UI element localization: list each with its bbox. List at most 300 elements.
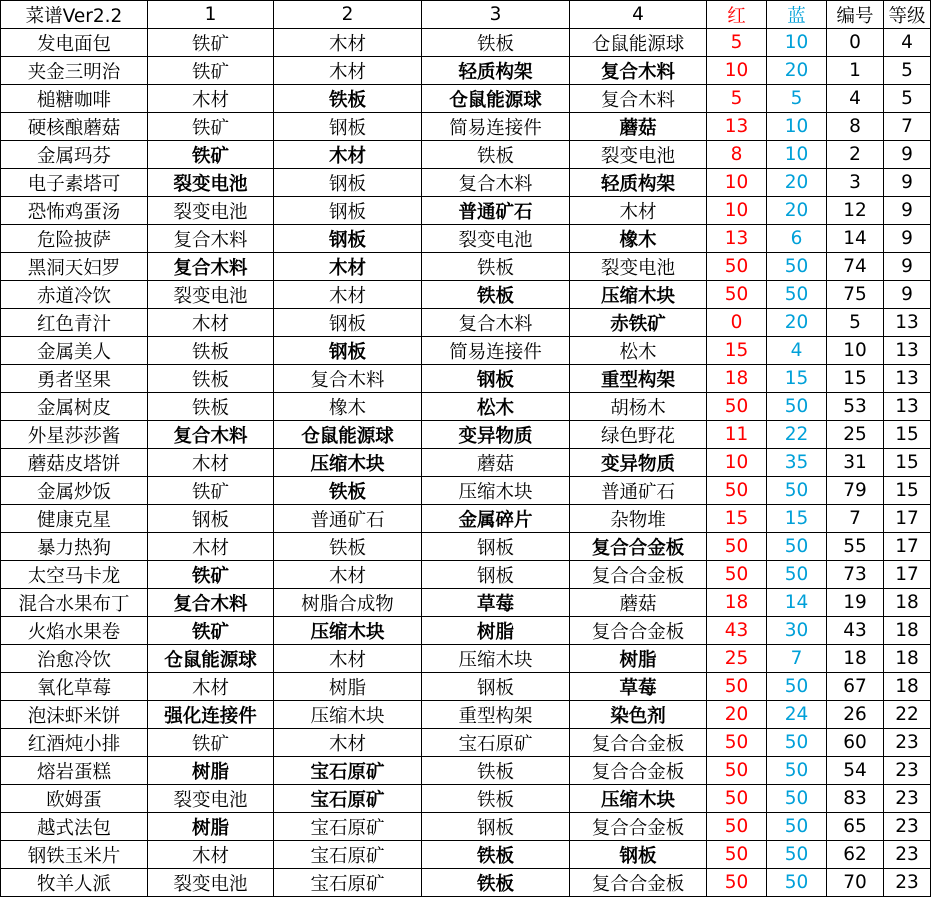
header-id: 编号	[827, 1, 884, 29]
level-cell: 17	[884, 533, 931, 561]
blue-value-cell: 50	[767, 869, 827, 897]
level-cell: 22	[884, 701, 931, 729]
ingredient-1-cell: 铁板	[148, 365, 274, 393]
blue-value-cell: 50	[767, 281, 827, 309]
ingredient-4-cell: 裂变电池	[570, 141, 707, 169]
table-row	[1, 253, 931, 281]
table-row	[1, 85, 931, 113]
blue-value-cell: 10	[767, 113, 827, 141]
table-row	[1, 477, 931, 505]
recipe-name-cell: 勇者坚果	[1, 365, 148, 393]
level-cell: 18	[884, 673, 931, 701]
level-cell: 17	[884, 505, 931, 533]
table-row	[1, 729, 931, 757]
table-row	[1, 533, 931, 561]
id-cell: 25	[827, 421, 884, 449]
ingredient-1-cell: 复合木料	[148, 421, 274, 449]
level-cell: 9	[884, 169, 931, 197]
ingredient-2-cell: 仓鼠能源球	[274, 421, 422, 449]
blue-value-cell: 50	[767, 561, 827, 589]
ingredient-1-cell: 铁矿	[148, 141, 274, 169]
id-cell: 19	[827, 589, 884, 617]
red-value-cell: 43	[707, 617, 767, 645]
ingredient-3-cell: 蘑菇	[422, 449, 570, 477]
level-cell: 9	[884, 253, 931, 281]
recipe-name-cell: 欧姆蛋	[1, 785, 148, 813]
ingredient-2-cell: 压缩木块	[274, 701, 422, 729]
recipe-name-cell: 金属树皮	[1, 393, 148, 421]
ingredient-3-cell: 仓鼠能源球	[422, 85, 570, 113]
table-row	[1, 617, 931, 645]
blue-value-cell: 14	[767, 589, 827, 617]
ingredient-3-cell: 复合木料	[422, 169, 570, 197]
ingredient-1-cell: 木材	[148, 533, 274, 561]
ingredient-1-cell: 裂变电池	[148, 281, 274, 309]
red-value-cell: 8	[707, 141, 767, 169]
id-cell: 10	[827, 337, 884, 365]
red-value-cell: 50	[707, 757, 767, 785]
ingredient-2-cell: 木材	[274, 57, 422, 85]
id-cell: 62	[827, 841, 884, 869]
level-cell: 9	[884, 281, 931, 309]
ingredient-3-cell: 金属碎片	[422, 505, 570, 533]
recipe-name-cell: 蘑菇皮塔饼	[1, 449, 148, 477]
blue-value-cell: 10	[767, 29, 827, 57]
ingredient-2-cell: 树脂	[274, 673, 422, 701]
level-cell: 5	[884, 85, 931, 113]
ingredient-2-cell: 铁板	[274, 477, 422, 505]
recipe-name-cell: 氧化草莓	[1, 673, 148, 701]
ingredient-4-cell: 复合合金板	[570, 757, 707, 785]
id-cell: 74	[827, 253, 884, 281]
ingredient-4-cell: 松木	[570, 337, 707, 365]
red-value-cell: 50	[707, 533, 767, 561]
ingredient-1-cell: 木材	[148, 841, 274, 869]
recipe-name-cell: 外星莎莎酱	[1, 421, 148, 449]
ingredient-3-cell: 铁板	[422, 281, 570, 309]
ingredient-3-cell: 压缩木块	[422, 645, 570, 673]
ingredient-3-cell: 铁板	[422, 785, 570, 813]
ingredient-4-cell: 草莓	[570, 673, 707, 701]
blue-value-cell: 20	[767, 57, 827, 85]
red-value-cell: 5	[707, 85, 767, 113]
ingredient-3-cell: 复合木料	[422, 309, 570, 337]
table-row	[1, 113, 931, 141]
level-cell: 4	[884, 29, 931, 57]
red-value-cell: 10	[707, 449, 767, 477]
ingredient-1-cell: 钢板	[148, 505, 274, 533]
ingredient-2-cell: 钢板	[274, 337, 422, 365]
ingredient-1-cell: 仓鼠能源球	[148, 645, 274, 673]
ingredient-4-cell: 仓鼠能源球	[570, 29, 707, 57]
table-row	[1, 337, 931, 365]
ingredient-1-cell: 木材	[148, 673, 274, 701]
ingredient-1-cell: 铁板	[148, 337, 274, 365]
table-row	[1, 757, 931, 785]
level-cell: 9	[884, 225, 931, 253]
id-cell: 15	[827, 365, 884, 393]
blue-value-cell: 15	[767, 505, 827, 533]
ingredient-4-cell: 赤铁矿	[570, 309, 707, 337]
table-row	[1, 449, 931, 477]
ingredient-4-cell: 复合合金板	[570, 617, 707, 645]
ingredient-4-cell: 胡杨木	[570, 393, 707, 421]
table-row	[1, 225, 931, 253]
recipe-name-cell: 熔岩蛋糕	[1, 757, 148, 785]
recipe-name-cell: 暴力热狗	[1, 533, 148, 561]
ingredient-2-cell: 木材	[274, 645, 422, 673]
id-cell: 2	[827, 141, 884, 169]
ingredient-4-cell: 染色剂	[570, 701, 707, 729]
ingredient-3-cell: 钢板	[422, 533, 570, 561]
ingredient-2-cell: 木材	[274, 253, 422, 281]
header-blue: 蓝	[767, 1, 827, 29]
level-cell: 9	[884, 197, 931, 225]
blue-value-cell: 50	[767, 785, 827, 813]
table-row	[1, 505, 931, 533]
recipe-name-cell: 混合水果布丁	[1, 589, 148, 617]
ingredient-1-cell: 木材	[148, 449, 274, 477]
recipe-name-cell: 金属炒饭	[1, 477, 148, 505]
ingredient-3-cell: 铁板	[422, 29, 570, 57]
blue-value-cell: 20	[767, 169, 827, 197]
ingredient-3-cell: 草莓	[422, 589, 570, 617]
ingredient-2-cell: 钢板	[274, 197, 422, 225]
ingredient-4-cell: 复合合金板	[570, 729, 707, 757]
red-value-cell: 50	[707, 869, 767, 897]
id-cell: 31	[827, 449, 884, 477]
table-row	[1, 561, 931, 589]
level-cell: 18	[884, 645, 931, 673]
ingredient-4-cell: 压缩木块	[570, 785, 707, 813]
ingredient-4-cell: 压缩木块	[570, 281, 707, 309]
ingredient-2-cell: 普通矿石	[274, 505, 422, 533]
red-value-cell: 25	[707, 645, 767, 673]
ingredient-4-cell: 裂变电池	[570, 253, 707, 281]
ingredient-3-cell: 松木	[422, 393, 570, 421]
red-value-cell: 13	[707, 225, 767, 253]
blue-value-cell: 15	[767, 365, 827, 393]
ingredient-4-cell: 杂物堆	[570, 505, 707, 533]
level-cell: 18	[884, 617, 931, 645]
ingredient-2-cell: 宝石原矿	[274, 757, 422, 785]
level-cell: 13	[884, 365, 931, 393]
id-cell: 26	[827, 701, 884, 729]
red-value-cell: 50	[707, 561, 767, 589]
red-value-cell: 50	[707, 477, 767, 505]
table-row	[1, 841, 931, 869]
blue-value-cell: 24	[767, 701, 827, 729]
ingredient-3-cell: 钢板	[422, 365, 570, 393]
blue-value-cell: 50	[767, 393, 827, 421]
id-cell: 43	[827, 617, 884, 645]
table-row	[1, 785, 931, 813]
blue-value-cell: 50	[767, 477, 827, 505]
id-cell: 3	[827, 169, 884, 197]
header-level: 等级	[884, 1, 931, 29]
ingredient-1-cell: 铁矿	[148, 729, 274, 757]
red-value-cell: 10	[707, 197, 767, 225]
ingredient-4-cell: 复合合金板	[570, 533, 707, 561]
red-value-cell: 10	[707, 169, 767, 197]
level-cell: 23	[884, 785, 931, 813]
recipe-name-cell: 太空马卡龙	[1, 561, 148, 589]
id-cell: 67	[827, 673, 884, 701]
red-value-cell: 50	[707, 729, 767, 757]
table-row	[1, 869, 931, 897]
id-cell: 73	[827, 561, 884, 589]
id-cell: 18	[827, 645, 884, 673]
blue-value-cell: 10	[767, 141, 827, 169]
ingredient-3-cell: 宝石原矿	[422, 729, 570, 757]
recipe-name-cell: 赤道冷饮	[1, 281, 148, 309]
red-value-cell: 18	[707, 365, 767, 393]
blue-value-cell: 50	[767, 841, 827, 869]
table-row	[1, 421, 931, 449]
ingredient-4-cell: 重型构架	[570, 365, 707, 393]
id-cell: 83	[827, 785, 884, 813]
recipe-name-cell: 危险披萨	[1, 225, 148, 253]
ingredient-1-cell: 铁板	[148, 393, 274, 421]
red-value-cell: 50	[707, 841, 767, 869]
level-cell: 23	[884, 869, 931, 897]
level-cell: 23	[884, 841, 931, 869]
ingredient-4-cell: 普通矿石	[570, 477, 707, 505]
red-value-cell: 0	[707, 309, 767, 337]
header-red: 红	[707, 1, 767, 29]
recipe-name-cell: 健康克星	[1, 505, 148, 533]
ingredient-1-cell: 铁矿	[148, 113, 274, 141]
recipe-name-cell: 金属玛芬	[1, 141, 148, 169]
blue-value-cell: 50	[767, 673, 827, 701]
ingredient-3-cell: 铁板	[422, 253, 570, 281]
blue-value-cell: 50	[767, 253, 827, 281]
ingredient-3-cell: 变异物质	[422, 421, 570, 449]
ingredient-2-cell: 木材	[274, 29, 422, 57]
header-recipe: 菜谱Ver2.2	[1, 1, 148, 29]
ingredient-2-cell: 橡木	[274, 393, 422, 421]
ingredient-1-cell: 裂变电池	[148, 785, 274, 813]
level-cell: 15	[884, 449, 931, 477]
header-ingredient-1: 1	[148, 1, 274, 29]
ingredient-2-cell: 钢板	[274, 225, 422, 253]
id-cell: 7	[827, 505, 884, 533]
table-row	[1, 197, 931, 225]
table-row	[1, 141, 931, 169]
ingredient-3-cell: 钢板	[422, 673, 570, 701]
ingredient-3-cell: 铁板	[422, 757, 570, 785]
ingredient-2-cell: 树脂合成物	[274, 589, 422, 617]
blue-value-cell: 6	[767, 225, 827, 253]
recipe-name-cell: 钢铁玉米片	[1, 841, 148, 869]
ingredient-1-cell: 裂变电池	[148, 869, 274, 897]
blue-value-cell: 50	[767, 729, 827, 757]
id-cell: 0	[827, 29, 884, 57]
ingredient-4-cell: 树脂	[570, 645, 707, 673]
ingredient-2-cell: 宝石原矿	[274, 813, 422, 841]
blue-value-cell: 35	[767, 449, 827, 477]
level-cell: 13	[884, 393, 931, 421]
ingredient-2-cell: 钢板	[274, 309, 422, 337]
ingredient-2-cell: 压缩木块	[274, 617, 422, 645]
level-cell: 7	[884, 113, 931, 141]
ingredient-4-cell: 变异物质	[570, 449, 707, 477]
blue-value-cell: 50	[767, 757, 827, 785]
ingredient-4-cell: 复合木料	[570, 57, 707, 85]
red-value-cell: 11	[707, 421, 767, 449]
id-cell: 55	[827, 533, 884, 561]
level-cell: 9	[884, 141, 931, 169]
blue-value-cell: 20	[767, 197, 827, 225]
level-cell: 23	[884, 757, 931, 785]
red-value-cell: 15	[707, 337, 767, 365]
ingredient-3-cell: 简易连接件	[422, 113, 570, 141]
ingredient-4-cell: 复合合金板	[570, 813, 707, 841]
red-value-cell: 50	[707, 393, 767, 421]
id-cell: 79	[827, 477, 884, 505]
recipe-name-cell: 火焰水果卷	[1, 617, 148, 645]
red-value-cell: 13	[707, 113, 767, 141]
header-ingredient-3: 3	[422, 1, 570, 29]
recipe-name-cell: 夹金三明治	[1, 57, 148, 85]
table-row	[1, 589, 931, 617]
ingredient-3-cell: 铁板	[422, 841, 570, 869]
recipe-name-cell: 越式法包	[1, 813, 148, 841]
table-row	[1, 365, 931, 393]
id-cell: 4	[827, 85, 884, 113]
ingredient-3-cell: 树脂	[422, 617, 570, 645]
ingredient-4-cell: 轻质构架	[570, 169, 707, 197]
table-row	[1, 813, 931, 841]
ingredient-1-cell: 木材	[148, 85, 274, 113]
ingredient-1-cell: 树脂	[148, 813, 274, 841]
ingredient-2-cell: 木材	[274, 281, 422, 309]
id-cell: 54	[827, 757, 884, 785]
ingredient-1-cell: 复合木料	[148, 225, 274, 253]
id-cell: 5	[827, 309, 884, 337]
ingredient-4-cell: 复合合金板	[570, 869, 707, 897]
ingredient-1-cell: 铁矿	[148, 57, 274, 85]
ingredient-3-cell: 铁板	[422, 869, 570, 897]
ingredient-4-cell: 橡木	[570, 225, 707, 253]
red-value-cell: 5	[707, 29, 767, 57]
blue-value-cell: 4	[767, 337, 827, 365]
level-cell: 5	[884, 57, 931, 85]
header-row	[1, 1, 931, 29]
level-cell: 15	[884, 421, 931, 449]
id-cell: 1	[827, 57, 884, 85]
recipe-name-cell: 硬核酿蘑菇	[1, 113, 148, 141]
table-row	[1, 309, 931, 337]
ingredient-3-cell: 铁板	[422, 141, 570, 169]
level-cell: 15	[884, 477, 931, 505]
red-value-cell: 20	[707, 701, 767, 729]
ingredient-2-cell: 木材	[274, 729, 422, 757]
ingredient-1-cell: 强化连接件	[148, 701, 274, 729]
id-cell: 12	[827, 197, 884, 225]
id-cell: 53	[827, 393, 884, 421]
red-value-cell: 10	[707, 57, 767, 85]
id-cell: 70	[827, 869, 884, 897]
ingredient-2-cell: 宝石原矿	[274, 785, 422, 813]
table-row	[1, 57, 931, 85]
red-value-cell: 50	[707, 785, 767, 813]
ingredient-2-cell: 宝石原矿	[274, 869, 422, 897]
ingredient-3-cell: 轻质构架	[422, 57, 570, 85]
id-cell: 75	[827, 281, 884, 309]
level-cell: 23	[884, 729, 931, 757]
ingredient-2-cell: 宝石原矿	[274, 841, 422, 869]
ingredient-4-cell: 蘑菇	[570, 589, 707, 617]
recipe-name-cell: 红色青汁	[1, 309, 148, 337]
ingredient-4-cell: 复合木料	[570, 85, 707, 113]
level-cell: 23	[884, 813, 931, 841]
level-cell: 18	[884, 589, 931, 617]
red-value-cell: 50	[707, 253, 767, 281]
blue-value-cell: 22	[767, 421, 827, 449]
header-ingredient-2: 2	[274, 1, 422, 29]
ingredient-1-cell: 复合木料	[148, 253, 274, 281]
ingredient-2-cell: 钢板	[274, 113, 422, 141]
ingredient-2-cell: 铁板	[274, 533, 422, 561]
red-value-cell: 50	[707, 281, 767, 309]
ingredient-3-cell: 普通矿石	[422, 197, 570, 225]
header-ingredient-4: 4	[570, 1, 707, 29]
ingredient-2-cell: 木材	[274, 141, 422, 169]
table-row	[1, 645, 931, 673]
ingredient-4-cell: 复合合金板	[570, 561, 707, 589]
ingredient-3-cell: 裂变电池	[422, 225, 570, 253]
level-cell: 13	[884, 337, 931, 365]
ingredient-4-cell: 钢板	[570, 841, 707, 869]
recipe-name-cell: 发电面包	[1, 29, 148, 57]
ingredient-1-cell: 裂变电池	[148, 169, 274, 197]
ingredient-3-cell: 钢板	[422, 813, 570, 841]
table-row	[1, 169, 931, 197]
recipe-name-cell: 牧羊人派	[1, 869, 148, 897]
id-cell: 60	[827, 729, 884, 757]
table-row	[1, 673, 931, 701]
id-cell: 8	[827, 113, 884, 141]
recipe-name-cell: 治愈冷饮	[1, 645, 148, 673]
ingredient-2-cell: 钢板	[274, 169, 422, 197]
ingredient-1-cell: 复合木料	[148, 589, 274, 617]
ingredient-1-cell: 裂变电池	[148, 197, 274, 225]
ingredient-1-cell: 铁矿	[148, 477, 274, 505]
ingredient-2-cell: 压缩木块	[274, 449, 422, 477]
recipe-name-cell: 电子素塔可	[1, 169, 148, 197]
recipe-name-cell: 槌糖咖啡	[1, 85, 148, 113]
blue-value-cell: 7	[767, 645, 827, 673]
ingredient-3-cell: 钢板	[422, 561, 570, 589]
level-cell: 13	[884, 309, 931, 337]
ingredient-3-cell: 简易连接件	[422, 337, 570, 365]
recipe-rows	[1, 29, 931, 897]
ingredient-3-cell: 压缩木块	[422, 477, 570, 505]
table-row	[1, 701, 931, 729]
recipe-name-cell: 恐怖鸡蛋汤	[1, 197, 148, 225]
red-value-cell: 50	[707, 673, 767, 701]
table-row	[1, 393, 931, 421]
ingredient-4-cell: 绿色野花	[570, 421, 707, 449]
ingredient-4-cell: 木材	[570, 197, 707, 225]
ingredient-1-cell: 铁矿	[148, 29, 274, 57]
red-value-cell: 50	[707, 813, 767, 841]
recipe-name-cell: 黑洞天妇罗	[1, 253, 148, 281]
red-value-cell: 18	[707, 589, 767, 617]
blue-value-cell: 5	[767, 85, 827, 113]
blue-value-cell: 30	[767, 617, 827, 645]
